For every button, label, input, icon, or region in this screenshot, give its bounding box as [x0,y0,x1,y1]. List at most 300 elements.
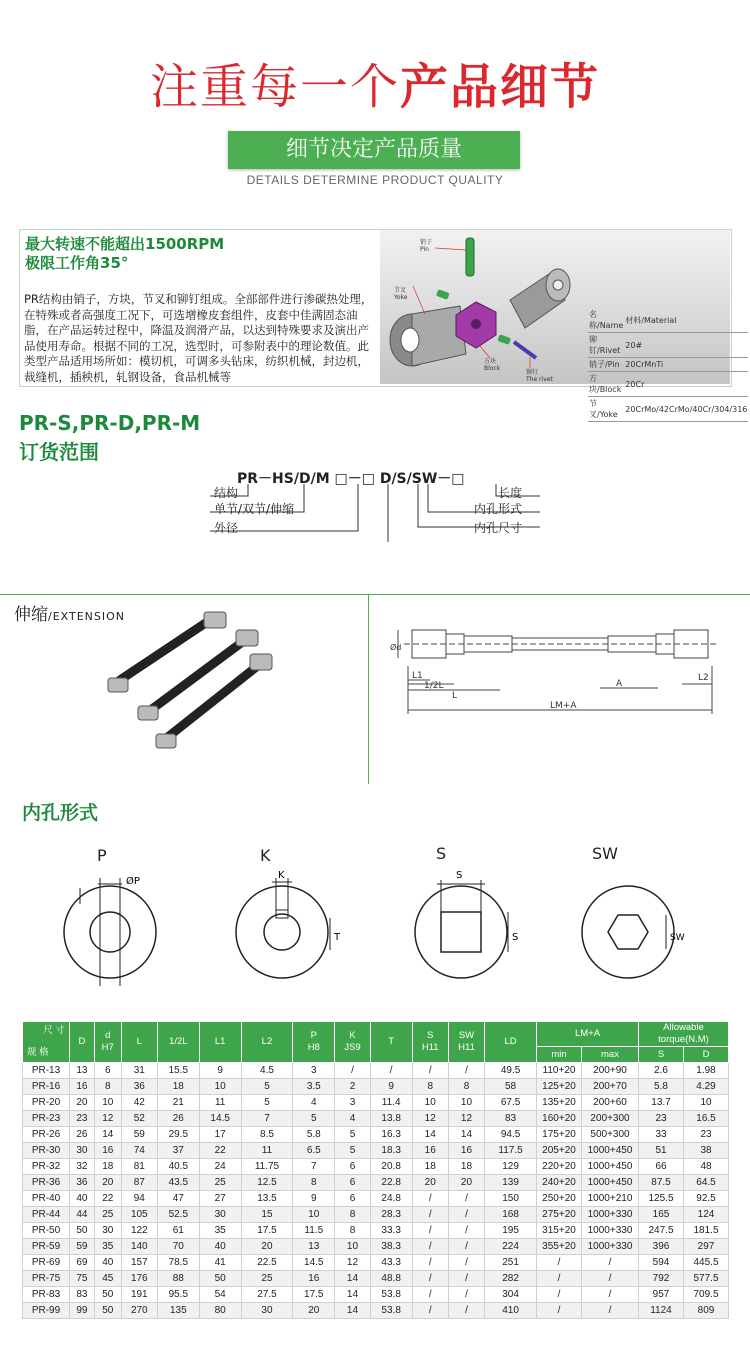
value-cell: / [412,1271,448,1287]
value-cell: 16.3 [370,1127,412,1143]
value-cell: 165 [639,1207,684,1223]
value-cell: 13 [70,1063,95,1079]
value-cell: 30 [199,1207,241,1223]
value-cell: 1000+450 [582,1159,639,1175]
page-title [0,48,750,117]
table-row [23,1063,729,1079]
label-rivet: 铆钉 [526,369,539,376]
value-cell: 30 [94,1223,121,1239]
model-cell: PR-69 [23,1255,70,1271]
value-cell: 58 [485,1079,537,1095]
value-cell: 410 [485,1303,537,1319]
value-cell: 49.5 [485,1063,537,1079]
value-cell: 40 [199,1239,241,1255]
value-cell: 175+20 [537,1127,582,1143]
value-cell: 304 [485,1287,537,1303]
value-cell: 40.5 [157,1159,199,1175]
bore-dim-k: K [278,870,285,881]
max-angle: 极限工作角35° [25,254,129,272]
value-cell: 8 [335,1207,371,1223]
value-cell: 11.75 [241,1159,293,1175]
value-cell: 18 [412,1159,448,1175]
model-cell: PR-40 [23,1191,70,1207]
value-cell: 105 [121,1207,157,1223]
value-cell: 24.8 [370,1191,412,1207]
value-cell: 14 [448,1127,484,1143]
value-cell: 396 [639,1239,684,1255]
value-cell: 30 [70,1143,95,1159]
value-cell: / [448,1287,484,1303]
value-cell: 8 [412,1079,448,1095]
value-cell: 14 [335,1287,371,1303]
spec-table-body [23,1063,729,1319]
value-cell: 355+20 [537,1239,582,1255]
table-row [23,1079,729,1095]
value-cell: 1000+330 [582,1239,639,1255]
value-cell: 1000+330 [582,1223,639,1239]
bore-label-k: K [260,846,271,865]
value-cell: / [412,1303,448,1319]
value-cell: 24 [199,1159,241,1175]
value-cell: 12 [448,1111,484,1127]
value-cell: 44 [70,1207,95,1223]
value-cell: / [370,1063,412,1079]
dim-l2: L2 [698,673,709,683]
value-cell: 27.5 [241,1287,293,1303]
value-cell: 1000+450 [582,1143,639,1159]
table-row [23,1127,729,1143]
dim-a: A [616,679,623,689]
value-cell: 99 [70,1303,95,1319]
order-code: PR－HS/D/M □－□ D/S/SW－□ [237,471,465,487]
value-cell: 3 [335,1095,371,1111]
value-cell: 5 [293,1111,335,1127]
value-cell: 12 [94,1111,121,1127]
value-cell: 594 [639,1255,684,1271]
value-cell: 4.29 [684,1079,729,1095]
value-cell: 9 [199,1063,241,1079]
table-row [23,1111,729,1127]
value-cell: / [448,1191,484,1207]
value-cell: 16 [293,1271,335,1287]
value-cell: 200+70 [582,1079,639,1095]
label-block-en: Block [484,365,501,372]
value-cell: 135 [157,1303,199,1319]
value-cell: 25 [241,1271,293,1287]
value-cell: 3 [293,1063,335,1079]
value-cell: 10 [94,1095,121,1111]
value-cell: 275+20 [537,1207,582,1223]
value-cell: 38 [684,1143,729,1159]
value-cell: 7 [293,1159,335,1175]
value-cell: 69 [70,1255,95,1271]
value-cell: / [448,1303,484,1319]
value-cell: 1000+330 [582,1207,639,1223]
value-cell: 12 [335,1255,371,1271]
value-cell: 10 [335,1239,371,1255]
value-cell: 17.5 [241,1223,293,1239]
value-cell: 224 [485,1239,537,1255]
value-cell: 35 [199,1223,241,1239]
value-cell: / [412,1255,448,1271]
value-cell: 23 [70,1111,95,1127]
table-row [23,1191,729,1207]
pin-icon [466,238,474,276]
dim-d0: Ød [390,643,402,652]
value-cell: 45 [94,1271,121,1287]
value-cell: 31 [121,1063,157,1079]
value-cell: 577.5 [684,1271,729,1287]
value-cell: 11 [241,1143,293,1159]
model-cell: PR-23 [23,1111,70,1127]
value-cell: 200+90 [582,1063,639,1079]
model-cell: PR-32 [23,1159,70,1175]
value-cell: 87 [121,1175,157,1191]
value-cell: 13.5 [241,1191,293,1207]
label-yoke-en: Yoke [394,294,408,301]
header-col-k: K JS9 [335,1022,371,1063]
table-row [23,1239,729,1255]
table-row [23,1207,729,1223]
header-col-p: P H8 [293,1022,335,1063]
value-cell: 4 [293,1095,335,1111]
value-cell: 20 [448,1175,484,1191]
header-col-d: d H7 [94,1022,121,1063]
value-cell: / [448,1223,484,1239]
spec-table [22,1021,729,1319]
value-cell: 16 [94,1143,121,1159]
model-cell: PR-99 [23,1303,70,1319]
value-cell: 14 [335,1303,371,1319]
value-cell: 6 [335,1159,371,1175]
value-cell: 5 [241,1079,293,1095]
value-cell: 957 [639,1287,684,1303]
value-cell: 22.8 [370,1175,412,1191]
bore-forms-drawing [20,860,730,990]
value-cell: 139 [485,1175,537,1191]
value-cell: / [412,1207,448,1223]
value-cell: 20 [70,1095,95,1111]
value-cell: 48.8 [370,1271,412,1287]
model-cell: PR-13 [23,1063,70,1079]
value-cell: 12 [412,1111,448,1127]
header-torque-d: D [684,1047,729,1063]
value-cell: 12.5 [241,1175,293,1191]
value-cell: 792 [639,1271,684,1287]
value-cell: 200+300 [582,1111,639,1127]
value-cell: 13 [293,1239,335,1255]
dim-l: L [452,691,458,701]
value-cell: 87.5 [639,1175,684,1191]
value-cell: 27 [199,1191,241,1207]
value-cell: 14.5 [199,1111,241,1127]
value-cell: 21 [157,1095,199,1111]
value-cell: 10 [412,1095,448,1111]
bore-heading: 内孔形式 [22,802,99,824]
header-col-l1: L1 [199,1022,241,1063]
value-cell: / [537,1255,582,1271]
value-cell: 18 [448,1159,484,1175]
value-cell: 11.4 [370,1095,412,1111]
value-cell: 10 [684,1095,729,1111]
header-col-ld: LD [485,1022,537,1063]
value-cell: 59 [121,1127,157,1143]
value-cell: 445.5 [684,1255,729,1271]
value-cell: / [582,1255,639,1271]
value-cell: 50 [70,1223,95,1239]
label-yoke: 节叉 [394,287,407,294]
bore-label-p: P [97,846,107,865]
value-cell: 37 [157,1143,199,1159]
value-cell: 5 [335,1143,371,1159]
value-cell: 809 [684,1303,729,1319]
value-cell: 315+20 [537,1223,582,1239]
value-cell: 16 [70,1079,95,1095]
yoke-left-icon [390,306,466,366]
value-cell: 140 [121,1239,157,1255]
value-cell: 15.5 [157,1063,199,1079]
value-cell: 150 [485,1191,537,1207]
header-col-t: T [370,1022,412,1063]
label-bore-size: 内孔尺寸 [474,521,523,535]
value-cell: 14 [335,1271,371,1287]
value-cell: 52.5 [157,1207,199,1223]
value-cell: 61 [157,1223,199,1239]
value-cell: 20 [94,1175,121,1191]
value-cell: 122 [121,1223,157,1239]
value-cell: 8 [293,1175,335,1191]
value-cell: 5 [241,1095,293,1111]
value-cell: 13.7 [639,1095,684,1111]
value-cell: 18 [94,1159,121,1175]
product-description: PR结构由销子，方块，节叉和铆钉组成。全部部件进行渗碳热处理，在特殊或者高强度工况下，可选增橡皮套组件，皮套中佳满固态油脂，在产品运转过程中，降温及润滑产品，以达到特殊要求及演出产品使用寿命。根据不同的工况，选型时，可参附表中的理论数值。此类型产品适用场所如：模切机，可调多头钻床，纺织机械，封边机，裁缝机，插秧机，轧钢设备，食品机械等 [24,292,373,384]
model-cell: PR-36 [23,1175,70,1191]
value-cell: 8 [335,1223,371,1239]
value-cell: 22 [199,1143,241,1159]
table-row [23,1255,729,1271]
value-cell: 94 [121,1191,157,1207]
model-cell: PR-83 [23,1287,70,1303]
value-cell: 81 [121,1159,157,1175]
header-col-l: L [121,1022,157,1063]
value-cell: 117.5 [485,1143,537,1159]
value-cell: 29.5 [157,1127,199,1143]
value-cell: / [335,1063,371,1079]
value-cell: 191 [121,1287,157,1303]
slogan-subtitle: DETAILS DETERMINE PRODUCT QUALITY [246,173,504,187]
value-cell: 1.98 [684,1063,729,1079]
value-cell: 5.8 [639,1079,684,1095]
label-joint-type: 单节/双节/伸缩 [214,502,295,516]
value-cell: 50 [199,1271,241,1287]
value-cell: 52 [121,1111,157,1127]
value-cell: 83 [70,1287,95,1303]
label-block: 方块 [484,358,497,365]
table-row [23,1303,729,1319]
value-cell: 48 [684,1159,729,1175]
value-cell: 13.8 [370,1111,412,1127]
value-cell: 6 [335,1191,371,1207]
model-cell: PR-75 [23,1271,70,1287]
value-cell: 40 [94,1255,121,1271]
value-cell: 43.5 [157,1175,199,1191]
value-cell: 80 [199,1303,241,1319]
table-row [23,1159,729,1175]
value-cell: 33.3 [370,1223,412,1239]
value-cell: 247.5 [639,1223,684,1239]
value-cell: 47 [157,1191,199,1207]
value-cell: / [412,1239,448,1255]
yoke-right-icon [510,269,570,328]
rivet-icon [514,342,536,358]
value-cell: 282 [485,1271,537,1287]
table-row [23,1287,729,1303]
value-cell: 53.8 [370,1303,412,1319]
value-cell: 23 [639,1111,684,1127]
value-cell: 36 [70,1175,95,1191]
value-cell: 4.5 [241,1063,293,1079]
value-cell: 20 [293,1303,335,1319]
dim-lma: LM+A [550,701,577,711]
value-cell: 54 [199,1287,241,1303]
value-cell: / [582,1303,639,1319]
value-cell: 43.3 [370,1255,412,1271]
extension-dimension-drawing [390,610,730,720]
order-heading: 订货范围 [19,440,99,464]
value-cell: 500+300 [582,1127,639,1143]
value-cell: 51 [639,1143,684,1159]
label-rivet-en: The rivet [526,376,553,383]
value-cell: 42 [121,1095,157,1111]
value-cell: 195 [485,1223,537,1239]
header-col-l2: L2 [241,1022,293,1063]
model-cell: PR-50 [23,1223,70,1239]
value-cell: 709.5 [684,1287,729,1303]
value-cell: 16 [412,1143,448,1159]
value-cell: 32 [70,1159,95,1175]
value-cell: 26 [70,1127,95,1143]
max-speed: 最大转速不能超出1500RPM [25,235,225,253]
table-row [23,1271,729,1287]
bore-dim-t: T [334,932,341,943]
value-cell: 22.5 [241,1255,293,1271]
value-cell: 17 [199,1127,241,1143]
model-cell: PR-59 [23,1239,70,1255]
value-cell: / [448,1255,484,1271]
dim-half-l: 1/2L [424,681,444,691]
value-cell: 110+20 [537,1063,582,1079]
value-cell: 50 [94,1287,121,1303]
dim-l1: L1 [412,671,423,681]
header-col-sw: SW H11 [448,1022,484,1063]
value-cell: / [412,1191,448,1207]
value-cell: 297 [684,1239,729,1255]
value-cell: 41 [199,1255,241,1271]
header-col-half: 1/2L [157,1022,199,1063]
value-cell: 10 [293,1207,335,1223]
value-cell: 16.5 [684,1111,729,1127]
value-cell: 1000+450 [582,1175,639,1191]
value-cell: 8 [94,1079,121,1095]
value-cell: 15 [241,1207,293,1223]
value-cell: 20 [241,1239,293,1255]
value-cell: / [412,1063,448,1079]
label-bore-form: 内孔形式 [474,502,523,516]
value-cell: 5 [335,1127,371,1143]
header-torque: Allowable torque(N.M) [639,1022,729,1047]
model-cell: PR-26 [23,1127,70,1143]
table-row [23,1175,729,1191]
value-cell: / [448,1063,484,1079]
value-cell: 220+20 [537,1159,582,1175]
bore-label-sw: SW [592,844,618,863]
value-cell: 38.3 [370,1239,412,1255]
model-cell: PR-30 [23,1143,70,1159]
value-cell: 33 [639,1127,684,1143]
value-cell: 176 [121,1271,157,1287]
value-cell: / [412,1223,448,1239]
value-cell: 10 [199,1079,241,1095]
value-cell: 250+20 [537,1191,582,1207]
header-col-s: S H11 [412,1022,448,1063]
header-torque-s: S [639,1047,684,1063]
value-cell: 200+60 [582,1095,639,1111]
value-cell: 3.5 [293,1079,335,1095]
table-row [23,1143,729,1159]
value-cell: 36 [121,1079,157,1095]
label-structure: 结构 [214,486,239,500]
value-cell: 64.5 [684,1175,729,1191]
value-cell: 1000+210 [582,1191,639,1207]
value-cell: 8 [448,1079,484,1095]
value-cell: / [582,1271,639,1287]
value-cell: / [582,1287,639,1303]
value-cell: 70 [157,1239,199,1255]
value-cell: 9 [293,1191,335,1207]
value-cell: 11 [199,1095,241,1111]
model-cell: PR-20 [23,1095,70,1111]
value-cell: 135+20 [537,1095,582,1111]
value-cell: 20.8 [370,1159,412,1175]
value-cell: 6.5 [293,1143,335,1159]
value-cell: 1124 [639,1303,684,1319]
label-pin-en: Pin [420,246,429,253]
value-cell: 17.5 [293,1287,335,1303]
value-cell: 6 [335,1175,371,1191]
value-cell: 2 [335,1079,371,1095]
bore-dim-sw: SW [670,933,685,943]
header-lma: LM+A [537,1022,639,1047]
value-cell: 160+20 [537,1111,582,1127]
value-cell: 88 [157,1271,199,1287]
value-cell: 23 [684,1127,729,1143]
value-cell: 270 [121,1303,157,1319]
value-cell: 18 [157,1079,199,1095]
value-cell: 94.5 [485,1127,537,1143]
value-cell: 30 [241,1303,293,1319]
material-table: 名称/Name 材料/Material 铆钉/Rivet 20# 销子/Pin 20CrMnTi 方块/Block 20Cr 节叉/Yoke 20CrMo/42CrMo/40Cr/304/316 [588,308,748,422]
table-row [23,1223,729,1239]
bore-dim-p: ØP [126,876,140,887]
value-cell: 181.5 [684,1223,729,1239]
header-col-d: D [70,1022,95,1063]
value-cell: 53.8 [370,1287,412,1303]
value-cell: 11.5 [293,1223,335,1239]
bore-label-s: S [436,844,447,863]
value-cell: 59 [70,1239,95,1255]
value-cell: / [448,1271,484,1287]
header-lma-min: min [537,1047,582,1063]
